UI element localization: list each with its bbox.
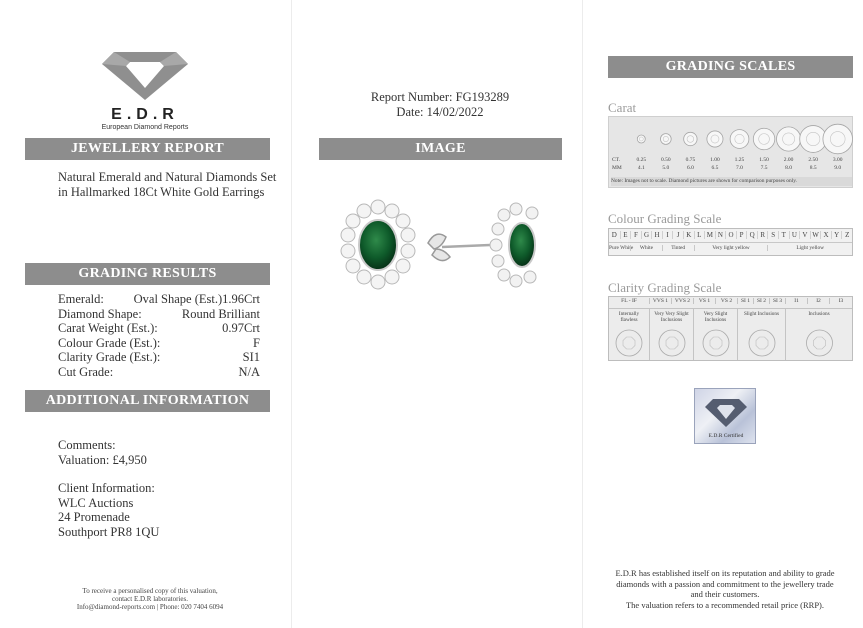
carat-scale — [608, 116, 853, 188]
carat-mm-value: 5.0 — [662, 165, 670, 171]
grading-label: Emerald: — [58, 292, 104, 306]
carat-ct-value: 0.50 — [661, 157, 671, 163]
carat-ct-value: 0.25 — [636, 157, 647, 163]
item-description — [58, 170, 288, 199]
report-number: Report Number: FG193289 — [370, 90, 510, 104]
colour-band: Very light yellow — [694, 245, 768, 251]
carat-ct-row — [609, 157, 854, 165]
fold-line-left — [291, 0, 292, 628]
clarity-diamond-icon — [609, 326, 649, 360]
earring-side — [490, 203, 538, 287]
client-info-label: Client Information: — [58, 481, 155, 495]
description-line-2: in Hallmarked 18Ct White Gold Earrings — [58, 184, 265, 199]
grading-label: Clarity Grade (Est.): — [58, 350, 161, 364]
colour-band: Tinted — [662, 245, 694, 251]
grading-results-table — [58, 292, 260, 379]
grading-row — [58, 350, 260, 365]
colour-letter: X — [820, 231, 831, 239]
diamond-logo-icon — [100, 48, 190, 100]
carat-mm-value: 7.0 — [736, 165, 743, 171]
grading-value: N/A — [238, 364, 260, 379]
clarity-diamond-icon — [694, 326, 738, 360]
report-date: Date: 14/02/2022 — [396, 104, 484, 119]
grading-label: Cut Grade: — [58, 364, 114, 379]
hologram-text: E.D.R Certified — [708, 433, 744, 439]
clarity-group — [737, 308, 785, 360]
grading-row — [58, 336, 260, 351]
brand-name: E.D.R — [111, 106, 179, 123]
colour-letter: K — [683, 231, 694, 239]
colour-letter: Q — [746, 231, 757, 239]
clarity-diamond-outline — [807, 330, 833, 356]
carat-ct-value: 2.50 — [808, 157, 818, 163]
earring-back — [428, 234, 490, 260]
grading-label: Colour Grade (Est.): — [58, 335, 161, 350]
grading-value: Round Brilliant — [181, 306, 260, 321]
clarity-diamond-outline — [703, 330, 729, 356]
grading-label: Diamond Shape: — [58, 306, 142, 321]
grading-row — [58, 292, 260, 307]
clarity-grade: SI 3 — [769, 298, 785, 304]
carat-mm-value: 6.0 — [686, 165, 694, 171]
grading-label: Carat Weight (Est.): — [58, 321, 158, 335]
carat-diamond-icon — [777, 127, 801, 151]
jewellery-report-header: JEWELLERY REPORT — [25, 138, 270, 160]
clarity-grade: VS 1 — [693, 298, 715, 304]
clarity-diamond-table — [814, 337, 826, 349]
earrings-photo — [330, 195, 560, 295]
carat-diamond-icon — [753, 128, 775, 150]
edr-logo — [100, 48, 190, 131]
carat-mm-value: 7.5 — [760, 165, 768, 171]
grading-row — [58, 307, 260, 322]
carat-diamond-icon — [823, 124, 853, 154]
carat-ct-value: 1.25 — [734, 157, 745, 163]
earring-front — [341, 200, 415, 289]
carat-title: Carat — [608, 100, 637, 115]
clarity-desc-row — [609, 308, 852, 360]
colour-letter: I — [662, 231, 673, 239]
clarity-description: Very Slight Inclusions — [703, 311, 728, 323]
carat-mm-value: 9.0 — [834, 165, 842, 171]
client-line: 24 Promenade — [58, 510, 130, 524]
carat-diamond-icon — [707, 131, 723, 147]
footer-line: The valuation refers to a recommended retail price (RRP). — [625, 599, 825, 610]
carat-mm-value: 8.0 — [785, 165, 793, 171]
carat-ct-value: 3.00 — [832, 157, 843, 163]
colour-letter: F — [630, 231, 641, 239]
clarity-diamond-table — [666, 337, 678, 349]
colour-band: Light yellow — [767, 245, 852, 251]
footer-line: diamonds with a passion and commitment to the jewellery trade — [616, 578, 834, 589]
grading-results-header: GRADING RESULTS — [25, 263, 270, 285]
clarity-diamond-outline — [659, 330, 685, 356]
colour-letter: G — [641, 231, 652, 239]
colour-letter: S — [767, 231, 778, 239]
carat-mm-row — [609, 165, 854, 173]
fold-line-right — [582, 0, 583, 628]
carat-diamond-icon — [660, 134, 671, 145]
colour-letter: L — [694, 231, 705, 239]
clarity-grade: SI 2 — [753, 298, 769, 304]
clarity-grades-row — [609, 297, 852, 308]
clarity-grade: SI 1 — [737, 298, 753, 304]
colour-letter: V — [799, 231, 810, 239]
colour-letter: T — [778, 231, 789, 239]
hologram-diamond-icon — [695, 393, 757, 433]
clarity-description: Very Very Slight Inclusions — [654, 311, 689, 323]
carat-diamonds — [609, 123, 854, 155]
report-meta — [340, 90, 540, 119]
grading-value: SI1 — [242, 350, 260, 364]
carat-ct-value: 2.00 — [783, 157, 794, 163]
clarity-group — [693, 308, 737, 360]
colour-bands-row — [609, 242, 852, 255]
clarity-grade: VS 2 — [715, 298, 737, 304]
clarity-diamond-outline — [616, 330, 642, 356]
colour-letter: H — [651, 231, 662, 239]
grading-value: F — [253, 335, 260, 350]
carat-diamond-row — [609, 123, 854, 155]
colour-band: White — [630, 245, 662, 251]
clarity-diamond-table — [710, 337, 722, 349]
colour-grading-scale — [608, 228, 853, 256]
clarity-diamond-icon — [786, 326, 853, 360]
description-line-1: Natural Emerald and Natural Diamonds Set — [58, 170, 277, 184]
carat-diamond-icon — [684, 132, 697, 145]
valuation-text: Valuation: £4,950 — [58, 452, 147, 467]
carat-diamond-icon — [637, 135, 645, 143]
client-line: WLC Auctions — [58, 495, 134, 510]
client-line: Southport PR8 1QU — [58, 524, 160, 539]
clarity-diamond-icon — [650, 326, 694, 360]
carat-ct-value: 1.50 — [759, 157, 769, 163]
image-header: IMAGE — [319, 138, 562, 160]
footer-line: To receive a personalised copy of this valuation, — [82, 587, 218, 595]
colour-letter: M — [704, 231, 715, 239]
colour-letter: E — [620, 231, 631, 239]
carat-ct-label: CT. — [612, 157, 620, 163]
clarity-group — [609, 308, 649, 360]
carat-note: Note: Images not to scale. Diamond pictures are shown for comparison purposes only. — [611, 177, 852, 186]
carat-ct-value: 1.00 — [710, 157, 720, 163]
carat-mm-value: 4.1 — [637, 165, 645, 171]
colour-letter: O — [725, 231, 736, 239]
clarity-grade: I2 — [807, 298, 829, 304]
brand-subtitle: European Diamond Reports — [101, 124, 189, 131]
clarity-grading-scale — [608, 296, 853, 361]
colour-letter: P — [736, 231, 747, 239]
footer-line: Info@diamond-reports.com | Phone: 020 7404 6094 — [76, 603, 224, 611]
colour-letter: D — [611, 231, 617, 239]
clarity-grade: FL - IF — [621, 298, 637, 304]
carat-diamond-icon — [730, 130, 749, 149]
hologram-seal — [694, 388, 756, 444]
clarity-description: Inclusions — [808, 311, 830, 317]
clarity-grade: I1 — [785, 298, 807, 304]
grading-value: 0.97Crt — [222, 321, 260, 335]
clarity-group — [649, 308, 693, 360]
colour-letter: J — [672, 231, 683, 239]
colour-letters-row — [609, 230, 852, 242]
additional-information-header: ADDITIONAL INFORMATION — [25, 390, 270, 412]
grading-row — [58, 365, 260, 380]
colour-letter: R — [757, 231, 768, 239]
right-footer — [590, 568, 860, 610]
grading-value: Oval Shape (Est.)1.96Crt — [133, 292, 260, 306]
carat-mm-value: 8.5 — [809, 165, 817, 171]
grading-scales-header: GRADING SCALES — [608, 56, 853, 78]
clarity-grading-title: Clarity Grading Scale — [608, 280, 722, 295]
clarity-description: Internally flawless — [618, 311, 640, 323]
colour-band: Pure White — [609, 245, 634, 251]
comments-label: Comments: — [58, 438, 116, 452]
colour-letter: U — [789, 231, 800, 239]
additional-information — [58, 438, 278, 539]
clarity-grade: VVS 2 — [671, 298, 693, 304]
clarity-diamond-table — [623, 337, 635, 349]
carat-ct-value: 0.75 — [685, 157, 696, 163]
carat-mm-value: 6.5 — [711, 165, 719, 171]
clarity-description: Slight Inclusions — [743, 311, 780, 317]
clarity-group — [785, 308, 852, 360]
grading-row — [58, 321, 260, 336]
footer-line: E.D.R has established itself on its reputation and ability to grade — [615, 568, 835, 578]
clarity-diamond-outline — [749, 330, 775, 356]
colour-grading-title: Colour Grading Scale — [608, 211, 722, 226]
left-footer — [40, 587, 260, 611]
clarity-diamond-icon — [738, 326, 786, 360]
clarity-diamond-table — [756, 337, 768, 349]
footer-line: contact E.D.R laboratories. — [111, 595, 188, 603]
colour-letter: Y — [831, 231, 842, 239]
clarity-grade: I3 — [829, 298, 852, 304]
colour-letter: Z — [841, 231, 852, 239]
clarity-grade: VVS 1 — [649, 298, 671, 304]
colour-letter: W — [810, 231, 821, 239]
footer-line: and their customers. — [690, 589, 760, 599]
carat-mm-label: MM — [612, 165, 622, 171]
colour-letter: N — [715, 231, 726, 239]
